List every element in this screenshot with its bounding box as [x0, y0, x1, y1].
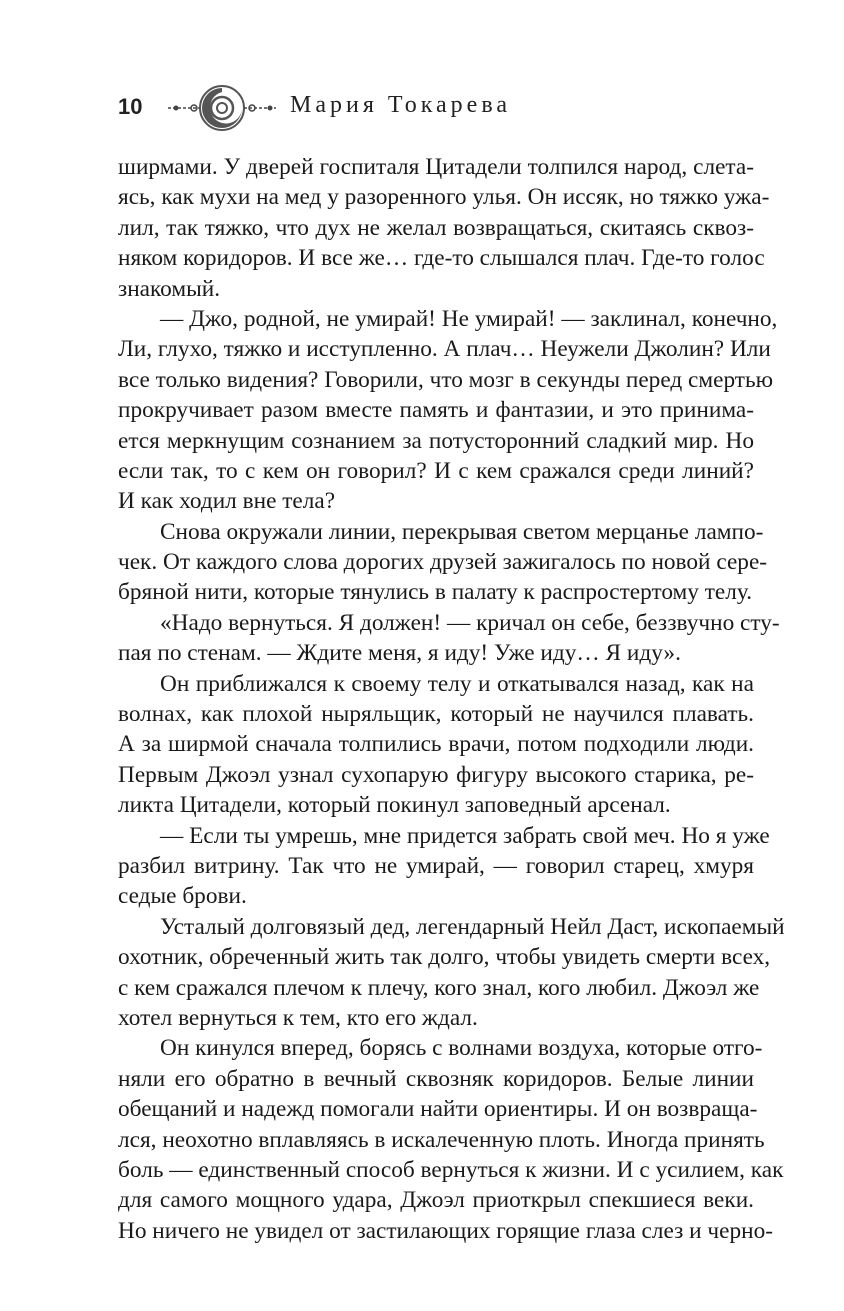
text-line: охотник, обреченный жить так долго, чтобы увидеть смерти всех,	[118, 944, 771, 971]
text-line: бряной нити, которые тянулись в палату к распростертому телу.	[118, 579, 753, 606]
text-line: лся, неохотно вплавляясь в искалеченную плоть. Иногда принять	[118, 1126, 765, 1153]
text-line: боль — единственный способ вернуться к жизни. И с усилием, как	[118, 1156, 784, 1183]
text-line: — Если ты умрешь, мне придется забрать свой меч. Но я уже	[160, 822, 770, 849]
text-line: Усталый долговязый дед, легендарный Нейл Даст, ископаемый	[160, 913, 785, 940]
text-line: Ли, глухо, тяжко и исступленно. А плач… Неужели Джолин? Или	[118, 336, 771, 363]
text-line: волнах, как плохой ныряльщик, который не научился плавать.	[118, 701, 754, 728]
text-line: ется меркнущим сознанием за потусторонний сладкий мир. Но	[118, 427, 754, 454]
text-line: разбил витрину. Так что не умирай, — говорил старец, хмуря	[118, 852, 754, 879]
text-line: А за ширмой сначала толпились врачи, потом подходили люди.	[118, 731, 754, 758]
text-line: для самого мощного удара, Джоэл приоткрыл спекшиеся веки.	[118, 1187, 754, 1214]
text-line: няком коридоров. И все же… где-то слышался плач. Где-то голос	[118, 245, 765, 272]
text-line: И как ходил вне тела?	[118, 488, 336, 515]
text-line: лил, так тяжко, что дух не желал возвращаться, скитаясь сквоз-	[118, 214, 754, 241]
text-line: седые брови.	[118, 883, 247, 910]
running-header	[118, 78, 738, 138]
text-line: Он приближался к своему телу и откатывался назад, как на	[160, 670, 754, 697]
text-line: Но ничего не увидел от застилающих горящие глаза слез и черно-	[118, 1217, 774, 1244]
page-number: 10	[118, 94, 143, 119]
text-line: знакомый.	[118, 275, 221, 302]
text-line: чек. От каждого слова дорогих друзей зажигалось по новой сере-	[118, 549, 768, 576]
text-line: обещаний и надежд помогали найти ориентиры. И он возвраща-	[118, 1096, 758, 1123]
text-line: Первым Джоэл узнал сухопарую фигуру высокого старика, ре-	[118, 761, 754, 788]
text-line: если так, то с кем он говорил? И с кем сражался среди линий?	[118, 457, 754, 484]
text-line: няли его обратно в вечный сквозняк коридоров. Белые линии	[118, 1065, 754, 1092]
text-line: Он кинулся вперед, борясь с волнами воздуха, которые отго-	[160, 1035, 763, 1062]
text-line: ширмами. У дверей госпиталя Цитадели толпился народ, слета-	[118, 154, 754, 180]
text-line: — Джо, родной, не умирай! Не умирай! — заклинал, конечно,	[160, 305, 778, 332]
text-line: пая по стенам. — Ждите меня, я иду! Уже иду… Я иду».	[118, 640, 681, 667]
text-line: хотел вернуться к тем, кто его ждал.	[118, 1004, 478, 1031]
ornament-swirl-icon	[166, 78, 278, 134]
text-line: ликта Цитадели, который покинул заповедный арсенал.	[118, 792, 671, 819]
text-line: все только видения? Говорили, что мозг в секунды перед смертью	[118, 366, 774, 393]
text-line: прокручивает разом вместе память и фантазии, и это принима-	[118, 397, 754, 424]
text-line: с кем сражался плечом к плечу, кого знал, кого любил. Джоэл же	[118, 974, 760, 1001]
text-line: Снова окружали линии, перекрывая светом мерцанье лампо-	[160, 518, 764, 545]
text-line: ясь, как мухи на мед у разоренного улья. Он иссяк, но тяжко ужа-	[118, 184, 770, 211]
author-name: Мария Токарева	[290, 92, 511, 118]
text-line: «Надо вернуться. Я должен! — кричал он себе, беззвучно сту-	[160, 609, 780, 636]
body-text	[118, 152, 785, 1246]
